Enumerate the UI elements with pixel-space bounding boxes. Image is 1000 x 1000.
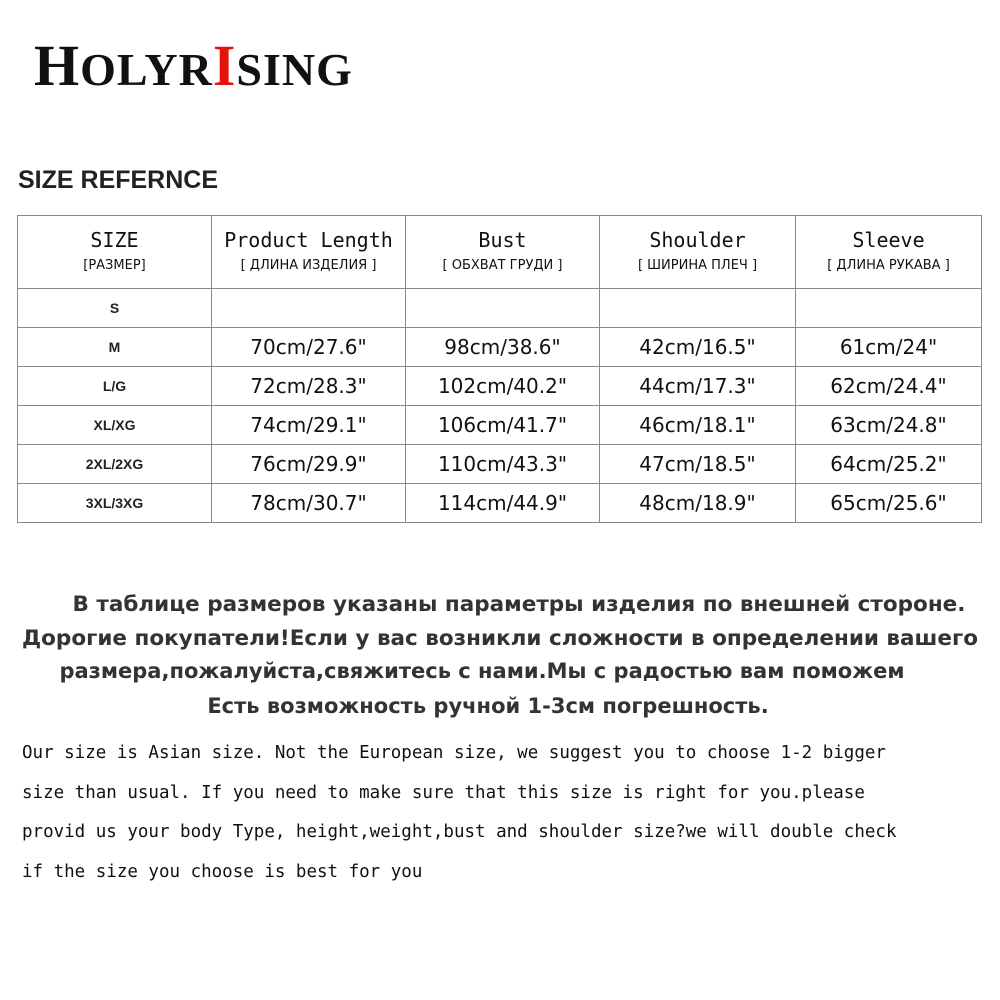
table-row [18, 367, 982, 406]
size-cell: 2XL/2XG [18, 445, 212, 484]
shoulder-cell: 48cm/18.9" [600, 484, 796, 523]
shoulder-cell: 46cm/18.1" [600, 406, 796, 445]
english-note-line: provid us your body Type, height,weight,bust and shoulder size?we will double check [22, 822, 897, 842]
table-header-row [18, 216, 982, 289]
section-title: SIZE REFERNCE [18, 166, 219, 194]
russian-note-line: размера,пожалуйста,свяжитесь с нами.Мы с радостью вам поможем [59, 659, 905, 683]
bust-cell: 98cm/38.6" [406, 328, 600, 367]
length-cell: 70cm/27.6" [212, 328, 406, 367]
shoulder-cell: 42cm/16.5" [600, 328, 796, 367]
size-cell: 3XL/3XG [18, 484, 212, 523]
sleeve-cell [796, 289, 982, 328]
bust-cell: 102cm/40.2" [406, 367, 600, 406]
table-row [18, 328, 982, 367]
brand-logo [34, 33, 353, 98]
header-size: SIZE [РАЗМЕР] [18, 216, 212, 289]
english-note-line: size than usual. If you need to make sure that this size is right for you.please [22, 783, 865, 803]
table-row [18, 289, 982, 328]
size-cell: S [18, 289, 212, 328]
length-cell [212, 289, 406, 328]
header-length: Product Length [ ДЛИНА ИЗДЕЛИЯ ] [212, 216, 406, 289]
russian-note-line: В таблице размеров указаны параметры изделия по внешней стороне. [72, 592, 966, 617]
length-cell: 74cm/29.1" [212, 406, 406, 445]
sleeve-cell: 65cm/25.6" [796, 484, 982, 523]
sleeve-cell: 64cm/25.2" [796, 445, 982, 484]
brand-logo-part1: OLYR [80, 44, 213, 95]
size-table [17, 215, 982, 523]
table-row [18, 406, 982, 445]
shoulder-cell: 44cm/17.3" [600, 367, 796, 406]
sleeve-cell: 62cm/24.4" [796, 367, 982, 406]
english-note-line: if the size you choose is best for you [22, 862, 423, 882]
length-cell: 72cm/28.3" [212, 367, 406, 406]
size-cell: M [18, 328, 212, 367]
size-cell: XL/XG [18, 406, 212, 445]
brand-logo-accent: I [212, 33, 237, 98]
brand-logo-part2: SING [236, 44, 353, 95]
length-cell: 76cm/29.9" [212, 445, 406, 484]
russian-note-line: Есть возможность ручной 1-3см погрешность. [207, 694, 769, 718]
header-shoulder: Shoulder [ ШИРИНА ПЛЕЧ ] [600, 216, 796, 289]
shoulder-cell: 47cm/18.5" [600, 445, 796, 484]
shoulder-cell [600, 289, 796, 328]
table-row [18, 445, 982, 484]
bust-cell: 106cm/41.7" [406, 406, 600, 445]
english-note-line: Our size is Asian size. Not the European size, we suggest you to choose 1-2 bigger [22, 743, 886, 763]
sleeve-cell: 61cm/24" [796, 328, 982, 367]
bust-cell: 110cm/43.3" [406, 445, 600, 484]
length-cell: 78cm/30.7" [212, 484, 406, 523]
header-sleeve: Sleeve [ ДЛИНА РУКАВА ] [796, 216, 982, 289]
sleeve-cell: 63cm/24.8" [796, 406, 982, 445]
brand-logo-initial: H [34, 33, 81, 98]
bust-cell: 114cm/44.9" [406, 484, 600, 523]
size-cell: L/G [18, 367, 212, 406]
table-row [18, 484, 982, 523]
bust-cell [406, 289, 600, 328]
russian-note-line: Дорогие покупатели!Если у вас возникли сложности в определении вашего [22, 626, 978, 651]
header-bust: Bust [ ОБХВАТ ГРУДИ ] [406, 216, 600, 289]
